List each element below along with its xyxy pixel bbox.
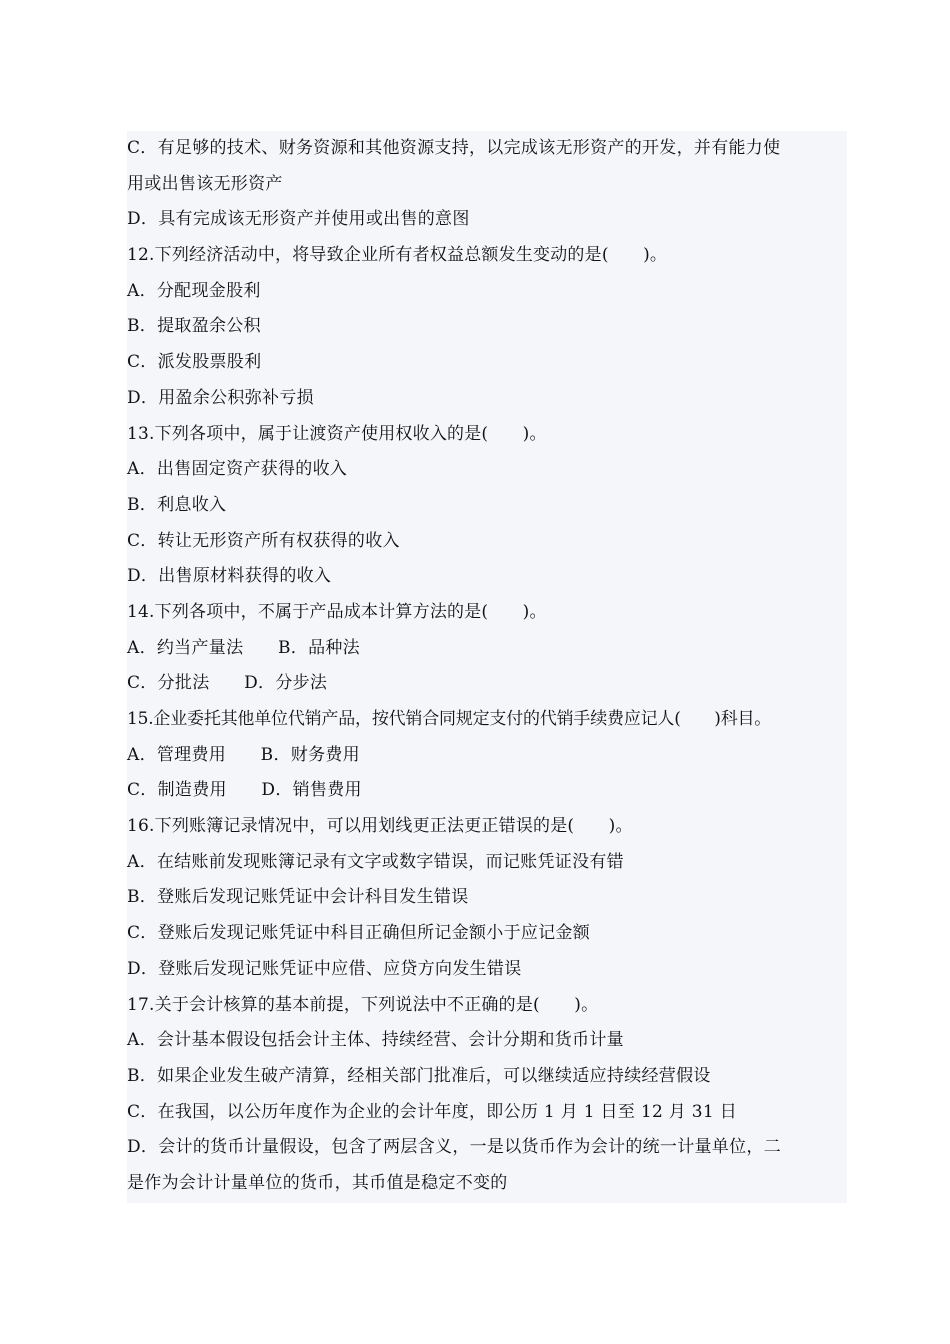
- q13-option-c: C．转让无形资产所有权获得的收入: [127, 530, 400, 551]
- q17-option-d-line-1: D．会计的货币计量假设，包含了两层含义，一是以货币作为会计的统一计量单位，二: [127, 1137, 782, 1158]
- option-c-line-1: C．有足够的技术、财务资源和其他资源支持，以完成该无形资产的开发，并有能力使: [127, 138, 781, 158]
- q15-options-ab: A．管理费用 B．财务费用: [127, 744, 360, 765]
- q13-option-d: D．出售原材料获得的收入: [127, 566, 332, 587]
- q14-options-ab: A．约当产量法 B．品种法: [127, 637, 360, 658]
- q17-option-a: A．会计基本假设包括会计主体、持续经营、会计分期和货币计量: [127, 1030, 624, 1051]
- q16-option-a: A．在结账前发现账簿记录有文字或数字错误，而记账凭证没有错: [127, 851, 624, 872]
- q17-option-c: C．在我国，以公历年度作为企业的会计年度，即公历 1 月 1 日至 12 月 31 日: [127, 1101, 738, 1122]
- q16-option-b: B．登账后发现记账凭证中会计科目发生错误: [127, 887, 469, 908]
- q15-options-cd: C．制造费用 D．销售费用: [127, 780, 362, 801]
- question-text-block: [127, 131, 847, 1203]
- question-16: 16.下列账簿记录情况中，可以用划线更正法更正错误的是( )。: [127, 816, 633, 837]
- question-17: 17.关于会计核算的基本前提，下列说法中不正确的是( )。: [127, 994, 599, 1015]
- q13-option-b: B．利息收入: [127, 494, 227, 515]
- q12-option-c: C．派发股票股利: [127, 352, 262, 373]
- option-c-line-2: 用或出售该无形资产: [127, 173, 283, 194]
- q14-options-cd: C．分批法 D．分步法: [127, 673, 328, 694]
- q12-option-d: D．用盈余公积弥补亏损: [127, 387, 314, 408]
- q17-option-b: B．如果企业发生破产清算，经相关部门批准后，可以继续适应持续经营假设: [127, 1065, 711, 1086]
- q16-option-d: D．登账后发现记账凭证中应借、应贷方向发生错误: [127, 958, 522, 979]
- q13-option-a: A．出售固定资产获得的收入: [127, 459, 348, 480]
- question-15: 15.企业委托其他单位代销产品，按代销合同规定支付的代销手续费应记人( )科目。: [127, 709, 772, 729]
- option-d: D．具有完成该无形资产并使用或出售的意图: [127, 209, 470, 230]
- q12-option-b: B．提取盈余公积: [127, 316, 261, 337]
- question-14: 14.下列各项中，不属于产品成本计算方法的是( )。: [127, 601, 547, 622]
- question-12: 12.下列经济活动中，将导致企业所有者权益总额发生变动的是( )。: [127, 245, 668, 266]
- question-13: 13.下列各项中，属于让渡资产使用权收入的是( )。: [127, 423, 547, 444]
- q12-option-a: A．分配现金股利: [127, 280, 261, 301]
- q16-option-c: C．登账后发现记账凭证中科目正确但所记金额小于应记金额: [127, 923, 591, 944]
- q17-option-d-line-2: 是作为会计计量单位的货币，其币值是稳定不变的: [127, 1172, 508, 1193]
